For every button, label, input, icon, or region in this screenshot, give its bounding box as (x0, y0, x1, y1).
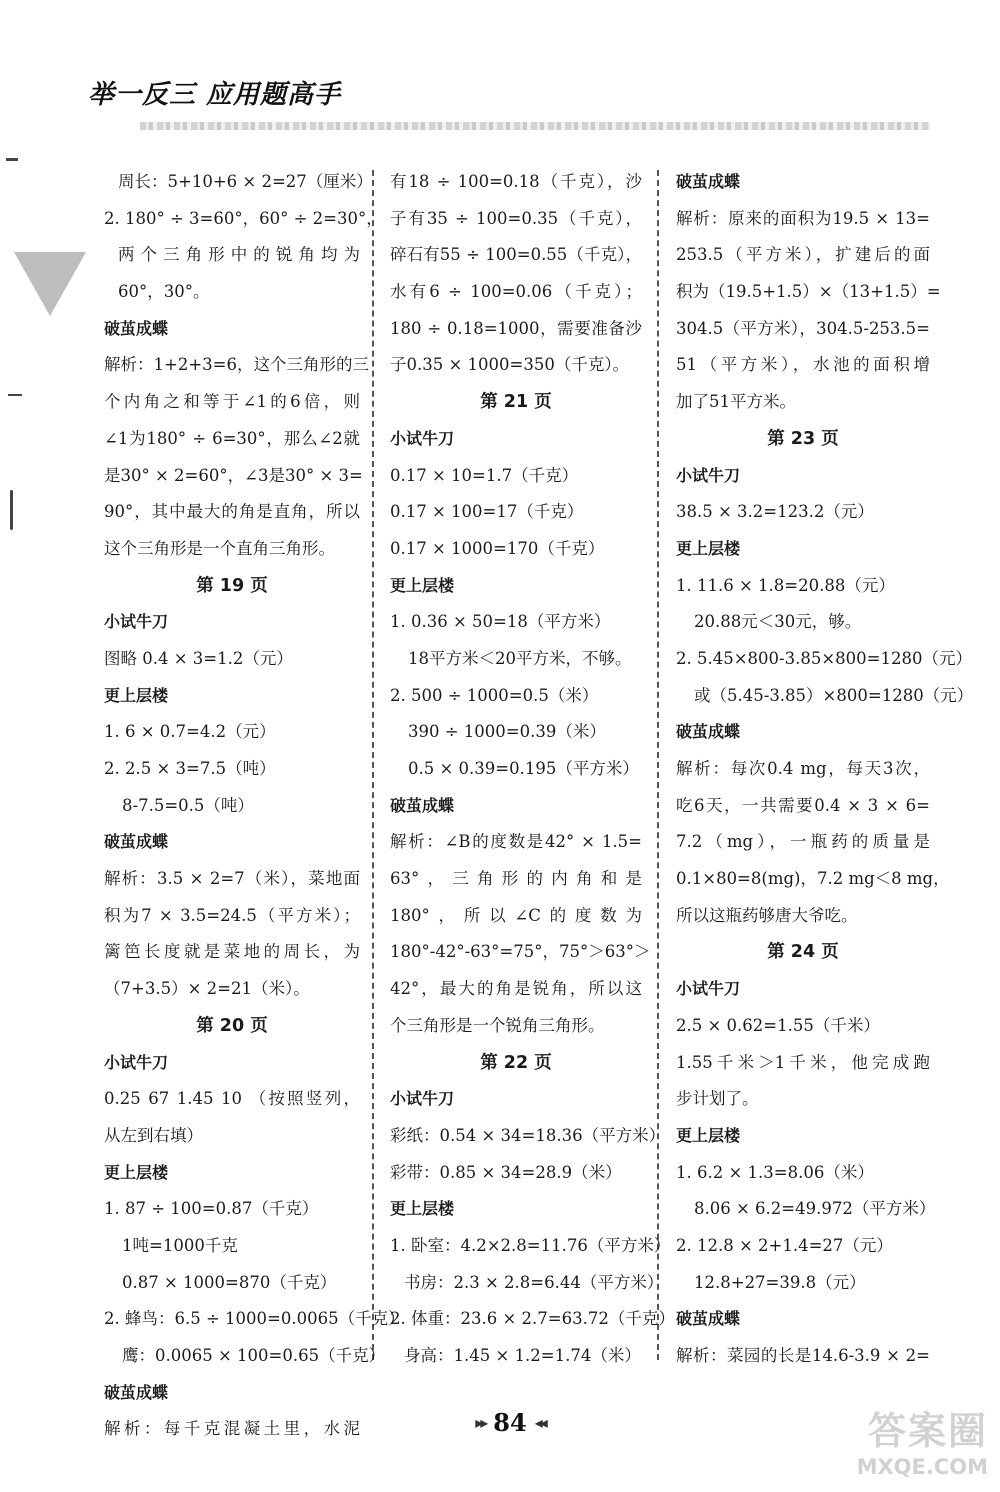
page-footer (430, 1404, 590, 1440)
header-decorative-rule (140, 122, 930, 130)
answer-line: 38.5 × 3.2=123.2（元） (676, 502, 874, 522)
answer-line: 篱笆长度就是菜地的周长，为 (104, 942, 360, 962)
answer-line: 180°，所以∠C的度数为 (390, 905, 642, 925)
answer-line: 7.2（mg），一瓶药的质量是 (676, 832, 930, 852)
answer-line: 从左到右填） (104, 1125, 203, 1145)
answer-line: 彩带：0.85 × 34=28.9（米） (390, 1162, 622, 1182)
answer-line: 步计划了。 (676, 1089, 759, 1109)
answer-line: 304.5（平方米），304.5-253.5= (676, 318, 930, 338)
section-heading: 小试牛刀 (676, 465, 741, 485)
section-heading: 更上层楼 (104, 1162, 169, 1182)
answer-line: 2. 体重：23.6 × 2.7=63.72（千克） (390, 1309, 675, 1329)
answer-line: 0.1×80=8(mg)，7.2 mg＜8 mg， (676, 869, 950, 889)
answer-line: 是30° × 2=60°，∠3是30° × 3= (104, 465, 363, 485)
column-divider (372, 170, 374, 1360)
watermark-url: MXQE.COM (856, 1455, 988, 1479)
answer-line: 解析：1+2+3=6，这个三角形的三 (104, 355, 369, 375)
margin-mark (6, 158, 18, 161)
section-heading: 小试牛刀 (390, 428, 455, 448)
section-heading: 破茧成蝶 (676, 1309, 741, 1329)
margin-decoration-triangle (14, 252, 86, 316)
page-heading: 第 19 页 (196, 575, 268, 596)
section-heading: 更上层楼 (390, 1199, 455, 1219)
section-heading: 破茧成蝶 (676, 172, 741, 191)
answer-line: 2. 180° ÷ 3=60°，60° ÷ 2=30°， (104, 208, 383, 228)
answer-line: 个三角形是一个锐角三角形。 (390, 1015, 605, 1035)
answer-line: 0.5 × 0.39=0.195（平方米） (408, 759, 639, 778)
answer-line: 90°，其中最大的角是直角，所以 (104, 502, 360, 522)
answer-line: 1. 6 × 0.7=4.2（元） (104, 722, 276, 742)
answer-column-3 (676, 164, 974, 1375)
section-heading: 破茧成蝶 (104, 832, 169, 852)
answer-line: 2.5 × 0.62=1.55（千米） (676, 1015, 880, 1035)
answer-line: 吃6天，一共需要0.4 × 3 × 6= (676, 795, 930, 815)
answer-column-1 (104, 164, 405, 1448)
page-heading: 第 24 页 (767, 942, 839, 963)
answer-line: 1. 6.2 × 1.3=8.06（米） (676, 1162, 874, 1182)
page-heading: 第 23 页 (767, 428, 839, 449)
watermark-logo: 答案圈 (867, 1409, 988, 1453)
answer-line: 0.87 × 1000=870（千克） (122, 1272, 337, 1292)
answer-line: 1. 87 ÷ 100=0.87（千克） (104, 1199, 319, 1219)
answer-line: 两个三角形中的锐角均为 (118, 245, 360, 265)
answer-line: 解析：每次0.4 mg，每天3次， (676, 759, 930, 778)
section-heading: 破茧成蝶 (676, 722, 741, 742)
answer-line: ∠1为180° ÷ 6=30°，那么∠2就 (104, 428, 360, 448)
answer-line: 8.06 × 6.2=49.972（平方米） (694, 1199, 936, 1219)
answer-line: 253.5（平方米），扩建后的面 (676, 245, 930, 265)
answer-line: 解析：3.5 × 2=7（米），菜地面 (104, 869, 360, 889)
answer-line: 这个三角形是一个直角三角形。 (104, 538, 335, 558)
answer-line: 解析：原来的面积为19.5 × 13= (676, 208, 930, 228)
answer-line: 2. 蜂鸟：6.5 ÷ 1000=0.0065（千克） (104, 1309, 405, 1329)
watermark (808, 1400, 988, 1484)
answer-line: （7+3.5）× 2=21（米）。 (104, 979, 310, 999)
section-heading: 更上层楼 (676, 538, 741, 558)
answer-line: 解析：∠B的度数是42° × 1.5= (390, 832, 642, 852)
section-heading: 破茧成蝶 (104, 1382, 169, 1402)
answer-line: 解析：菜园的长是14.6-3.9 × 2= (676, 1346, 930, 1365)
answer-line: 个内角之和等于∠1的6倍，则 (104, 392, 360, 412)
answer-line: 1.55千米＞1千米，他完成跑 (676, 1052, 930, 1072)
answer-line: 碎石有55 ÷ 100=0.55（千克）， (390, 245, 642, 265)
answer-line: 0.17 × 1000=170（千克） (390, 538, 605, 558)
answer-line: 60°，30°。 (118, 282, 210, 302)
page-header-title: 举一反三 应用题高手 (88, 80, 342, 110)
answer-line: 图略 0.4 × 3=1.2（元） (104, 648, 293, 668)
answer-line: 42°，最大的角是锐角，所以这 (390, 979, 642, 999)
page-heading: 第 21 页 (480, 392, 552, 413)
answer-line: 书房：2.3 × 2.8=6.44（平方米） (404, 1272, 664, 1292)
margin-mark (10, 490, 13, 530)
answer-line: 1. 11.6 × 1.8=20.88（元） (676, 575, 895, 595)
answer-line: 鹰：0.0065 × 100=0.65（千克） (122, 1346, 386, 1365)
answer-line: 所以这瓶药够唐大爷吃。 (676, 905, 858, 925)
section-heading: 破茧成蝶 (104, 318, 169, 338)
section-heading: 小试牛刀 (104, 612, 169, 632)
answer-line: 周长：5+10+6 × 2=27（厘米） (118, 172, 373, 191)
answer-line: 20.88元＜30元，够。 (694, 612, 862, 632)
column-divider (657, 170, 659, 1360)
answer-line: 2. 5.45×800-3.85×800=1280（元） (676, 648, 972, 668)
answer-line: 51（平方米），水池的面积增 (676, 355, 930, 375)
section-heading: 更上层楼 (104, 685, 169, 705)
answer-line: 彩纸：0.54 × 34=18.36（平方米） (390, 1125, 666, 1145)
answer-line: 63°，三角形的内角和是 (390, 869, 642, 889)
answer-column-2 (390, 164, 675, 1375)
section-heading: 更上层楼 (390, 575, 455, 595)
footer-arrows-right-icon: ◂◂ (534, 1412, 545, 1432)
answer-line: 180 ÷ 0.18=1000，需要准备沙 (390, 318, 642, 338)
answer-line: 2. 2.5 × 3=7.5（吨） (104, 759, 276, 778)
answer-line: 2. 12.8 × 2+1.4=27（元） (676, 1235, 893, 1255)
answer-line: 1. 0.36 × 50=18（平方米） (390, 612, 611, 632)
section-heading: 小试牛刀 (104, 1052, 169, 1072)
answer-line: 积为（19.5+1.5）×（13+1.5）= (676, 282, 941, 302)
answer-line: 2. 500 ÷ 1000=0.5（米） (390, 685, 599, 705)
answer-line: 0.17 × 10=1.7（千克） (390, 465, 579, 485)
page-heading: 第 20 页 (196, 1015, 268, 1036)
answer-line: 或（5.45-3.85）×800=1280（元） (694, 685, 974, 705)
page-number: 84 (493, 1407, 527, 1437)
answer-line: 1吨=1000千克 (122, 1235, 238, 1255)
answer-line: 390 ÷ 1000=0.39（米） (408, 722, 606, 742)
page-heading: 第 22 页 (480, 1052, 552, 1073)
footer-arrows-left-icon: ▸▸ (475, 1412, 486, 1432)
answer-line: 解析：每千克混凝土里，水泥 (104, 1419, 360, 1439)
answer-line: 0.25 67 1.45 10 （按照竖列， (104, 1089, 360, 1109)
answer-line: 加了51平方米。 (676, 392, 796, 412)
answer-line: 子0.35 × 1000=350（千克）。 (390, 355, 630, 375)
answer-line: 18平方米＜20平方米，不够。 (408, 648, 632, 668)
section-heading: 更上层楼 (676, 1125, 741, 1145)
answer-line: 水有6 ÷ 100=0.06（千克）； (390, 282, 642, 302)
answer-line: 身高：1.45 × 1.2=1.74（米） (404, 1346, 641, 1365)
answer-line: 180°-42°-63°=75°，75°＞63°＞ (390, 942, 651, 962)
answer-line: 有18 ÷ 100=0.18（千克），沙 (390, 172, 642, 191)
section-heading: 破茧成蝶 (390, 795, 455, 815)
answer-line: 1. 卧室：4.2×2.8=11.76（平方米） (390, 1235, 671, 1255)
answer-line: 8-7.5=0.5（吨） (122, 795, 254, 815)
section-heading: 小试牛刀 (676, 979, 741, 999)
answer-line: 子有35 ÷ 100=0.35（千克）， (390, 208, 642, 228)
answer-line: 积为7 × 3.5=24.5（平方米）； (104, 905, 360, 925)
answer-line: 12.8+27=39.8（元） (694, 1272, 866, 1292)
section-heading: 小试牛刀 (390, 1089, 455, 1109)
margin-mark (8, 394, 22, 396)
answer-line: 0.17 × 100=17（千克） (390, 502, 584, 522)
